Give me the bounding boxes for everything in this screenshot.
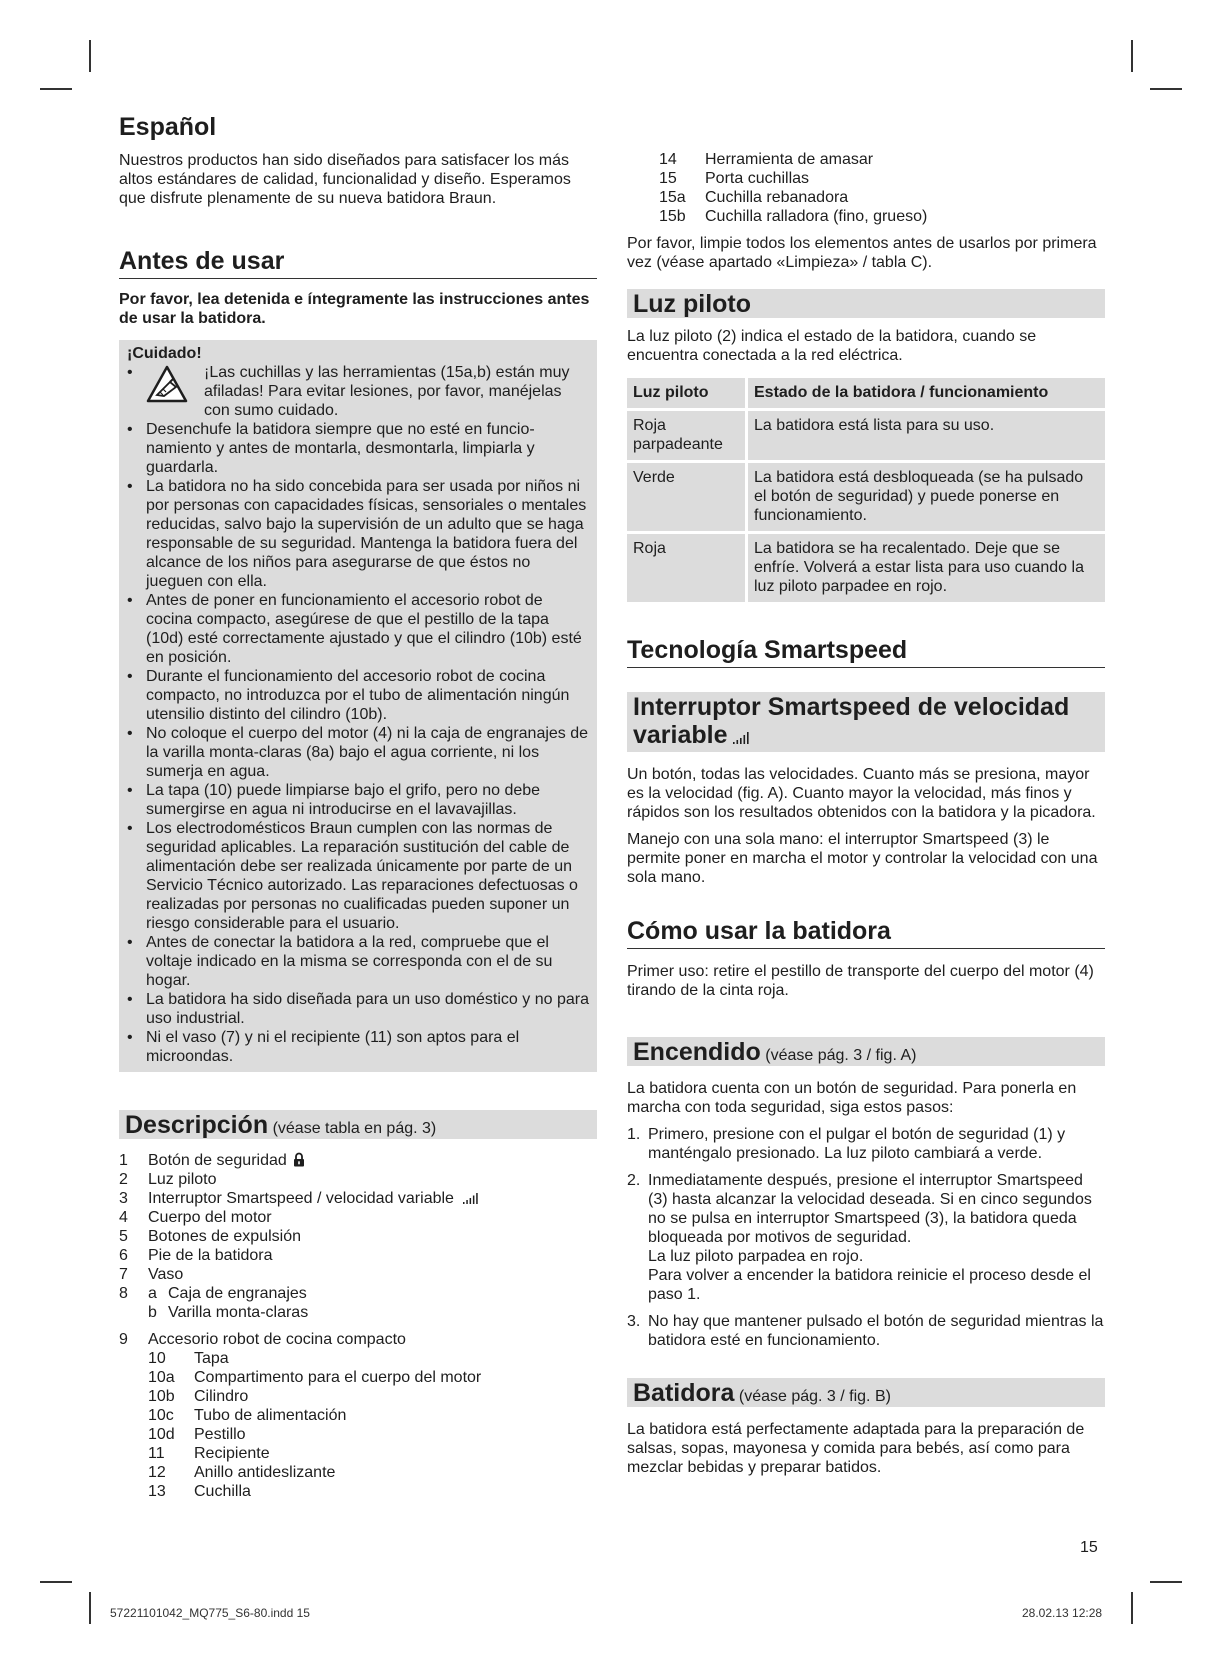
step-number: 2.	[627, 1172, 641, 1189]
speed-bars-icon	[732, 730, 752, 747]
sub-item-number: 15b	[659, 208, 686, 225]
caution-item	[127, 933, 589, 990]
list-item	[119, 1151, 597, 1170]
item-label-text: Cuerpo del motor	[148, 1209, 272, 1226]
caution-item	[127, 781, 589, 819]
section-title-encendido: Encendido	[633, 1038, 761, 1066]
section-title-smartspeed-switch: Interruptor Smartspeed de velocidad variable	[633, 693, 1070, 749]
item-number: 5	[119, 1228, 128, 1245]
sub-item	[119, 1425, 597, 1444]
item-label	[148, 1170, 217, 1189]
encendido-subtitle: (véase pág. 3 / fig. A)	[765, 1047, 917, 1064]
step-text: Primero, presione con el pulgar el botón de seguridad (1) y manténgalo presionado. La luz piloto cambiará a verde.	[648, 1126, 1066, 1162]
bullet: •	[127, 725, 133, 742]
cell-state: La batidora está desbloqueada (se ha pulsado el botón de seguridad) y puede ponerse en funcionamiento.	[748, 463, 1105, 531]
sub-item	[148, 1284, 307, 1303]
list-item	[119, 1284, 597, 1303]
caution-item-text: ¡Las cuchillas y las herramientas (15a,b) están muy afiladas! Para evitar lesiones, por favor, manéjelas con sumo cuidado.	[204, 364, 570, 419]
caution-item	[127, 1028, 589, 1066]
cleaning-note: Por favor, limpie todos los elementos antes de usarlos por primera vez (véase apartado «Limpieza» / tabla C).	[627, 235, 1097, 271]
item-label: Accesorio robot de cocina compacto	[148, 1331, 406, 1348]
description-sub-items-8	[119, 1303, 597, 1322]
caution-item	[127, 667, 589, 724]
list-item	[119, 1170, 597, 1189]
crop-mark	[89, 40, 91, 72]
page-number: 15	[1080, 1539, 1098, 1556]
pilot-light-table	[627, 375, 1105, 605]
step-number: 1.	[627, 1126, 641, 1143]
item-number: 2	[119, 1171, 128, 1188]
list-item	[119, 1189, 597, 1208]
table-row	[627, 411, 1105, 460]
sub-item-label: Tubo de alimentación	[194, 1407, 347, 1424]
footer-timestamp: 28.02.13 12:28	[1022, 1606, 1103, 1620]
sub-item-label: Tapa	[194, 1350, 229, 1367]
step-item	[627, 1312, 1105, 1350]
step-item	[627, 1171, 1105, 1304]
section-title-smartspeed: Tecnología Smartspeed	[627, 635, 1105, 668]
caution-item-text: Durante el funcionamiento del accesorio robot de cocina compacto, no introduzca por el tubo de alimentación ningún utensilio distinto del cilindro (10b).	[146, 668, 570, 723]
crop-mark	[40, 1581, 72, 1583]
crop-mark	[1131, 1592, 1133, 1624]
batidora-paragraph: La batidora está perfectamente adaptada para la preparación de salsas, sopas, mayonesa y comida para bebés, así como para mezclar bebidas y preparar batidos.	[627, 1421, 1085, 1476]
section-title-como-usar: Cómo usar la batidora	[627, 916, 1105, 949]
descripcion-header-band	[119, 1110, 597, 1139]
smartspeed-paragraph-2: Manejo con una sola mano: el interruptor Smartspeed (3) le permite poner en marcha el motor y controlar la velocidad con una sola mano.	[627, 831, 1098, 886]
sub-item-label: Cuchilla	[194, 1483, 251, 1500]
item-label-text: Botones de expulsión	[148, 1228, 301, 1245]
table-header-row	[627, 378, 1105, 408]
sub-item-label: Recipiente	[194, 1445, 270, 1462]
sub-item-letter: a	[148, 1285, 157, 1302]
item-number: 9	[119, 1331, 128, 1348]
sub-item-label: Cuchilla ralladora (fino, grueso)	[705, 208, 928, 225]
batidora-subtitle: (véase pág. 3 / fig. B)	[738, 1388, 891, 1405]
pilot-light-table-body	[627, 411, 1105, 602]
left-column	[119, 112, 597, 1501]
item-label	[148, 1189, 480, 1208]
sub-item	[119, 1387, 597, 1406]
item-number: 3	[119, 1190, 128, 1207]
caution-item-text: Los electrodomésticos Braun cumplen con las normas de seguridad aplicables. La reparación sustitución del cable de alimentación debe ser realizada únicamente por parte de un Servicio Técnico autorizado. Las reparaciones defectuosas o realizadas por personas no cualificadas pueden suponer un riesgo considerable para el usuario.	[146, 820, 578, 932]
section-title-espanol: Español	[119, 113, 217, 141]
sub-item-number: 10c	[148, 1407, 174, 1424]
sub-item-number: 15	[659, 170, 677, 187]
list-item	[119, 1330, 597, 1349]
caution-box	[119, 340, 597, 1072]
item-label	[148, 1265, 183, 1284]
caution-item-text: Ni el vaso (7) y ni el recipiente (11) son aptos para el microondas.	[146, 1029, 520, 1065]
crop-mark	[1150, 88, 1182, 90]
item-label	[148, 1246, 273, 1265]
sub-item-number: 10d	[148, 1426, 175, 1443]
sub-item-number: 10	[148, 1350, 166, 1367]
sub-item	[119, 1482, 597, 1501]
bullet: •	[127, 820, 133, 837]
section-title-descripcion: Descripción	[125, 1111, 269, 1139]
bullet: •	[127, 478, 133, 495]
crop-mark	[1131, 40, 1133, 72]
sub-item-label: Porta cuchillas	[705, 170, 810, 187]
bullet: •	[127, 991, 133, 1008]
sub-item-number: 15a	[659, 189, 686, 206]
cell-light-color: Roja	[627, 534, 748, 602]
cell-light-color: Roja parpadeante	[627, 411, 748, 460]
sub-item	[627, 169, 1105, 188]
item-number: 1	[119, 1152, 128, 1169]
descripcion-subtitle: (véase tabla en pág. 3)	[272, 1120, 437, 1137]
sub-item-label: Herramienta de amasar	[705, 151, 874, 168]
list-item	[119, 1265, 597, 1284]
list-item	[119, 1208, 597, 1227]
sub-item	[119, 1463, 597, 1482]
item-label-text: Luz piloto	[148, 1171, 217, 1188]
caution-item	[127, 477, 589, 591]
cell-light-color: Verde	[627, 463, 748, 531]
sub-item	[627, 207, 1105, 226]
description-main-items	[119, 1151, 597, 1303]
sub-item-label: Cuchilla rebanadora	[705, 189, 849, 206]
caution-item	[127, 724, 589, 781]
step-text: No hay que mantener pulsado el botón de seguridad mientras la batidora esté en funcionamiento.	[648, 1313, 1104, 1349]
bullet: •	[127, 592, 133, 609]
sub-item	[627, 188, 1105, 207]
bullet: •	[127, 421, 133, 438]
warning-row	[146, 363, 589, 420]
description-list	[119, 1151, 597, 1501]
item-label-text: Botón de seguridad	[148, 1152, 287, 1169]
list-item	[119, 1246, 597, 1265]
smartspeed-switch-header-band	[627, 692, 1105, 752]
caution-list	[127, 363, 589, 1066]
sub-item-label: Anillo antideslizante	[194, 1464, 336, 1481]
caution-item-text: No coloque el cuerpo del motor (4) ni la caja de engranajes de la varilla monta-claras (8a) bajo el agua corriente, ni los sumerja en agua.	[146, 725, 589, 780]
column-header-estado: Estado de la batidora / funcionamiento	[748, 378, 1105, 408]
caution-item	[127, 591, 589, 667]
encendido-steps	[627, 1125, 1105, 1350]
sub-item-number: 13	[148, 1483, 166, 1500]
column-header-luz: Luz piloto	[627, 378, 748, 408]
item-label-text: Vaso	[148, 1266, 184, 1283]
crop-mark	[40, 88, 72, 90]
sub-item	[119, 1406, 597, 1425]
sub-item-label: Compartimento para el cuerpo del motor	[194, 1369, 482, 1386]
section-title-batidora: Batidora	[633, 1379, 735, 1407]
bullet: •	[127, 364, 133, 381]
speed-bars-icon	[462, 1190, 480, 1207]
caution-item	[127, 819, 589, 933]
read-instructions-note: Por favor, lea detenida e íntegramente las instrucciones antes de usar la batidora.	[119, 291, 590, 327]
cell-state: La batidora se ha recalentado. Deje que se enfríe. Volverá a estar lista para uso cuando la luz piloto parpadee en rojo.	[748, 534, 1105, 602]
item-label-text: Pie de la batidora	[148, 1247, 273, 1264]
bullet: •	[127, 668, 133, 685]
caution-item-text: La batidora no ha sido concebida para ser usada por niños ni por personas con capacidades físicas, sensoriales o mentales reducidas, salvo bajo la supervisión de un adulto que se haga responsable de su seguridad. Mantenga la batidora fuera del alcance de los niños para asegurarse de que éstos no jueguen con ella.	[146, 478, 587, 590]
caution-item	[127, 363, 589, 420]
sub-item-letter: b	[148, 1304, 157, 1321]
cell-state: La batidora está lista para su uso.	[748, 411, 1105, 460]
description-continued	[627, 150, 1105, 226]
section-title-antes-de-usar: Antes de usar	[119, 246, 597, 279]
batidora-header-band	[627, 1378, 1105, 1407]
sub-item	[119, 1349, 597, 1368]
bullet: •	[127, 934, 133, 951]
bullet: •	[127, 1029, 133, 1046]
encendido-header-band	[627, 1037, 1105, 1066]
crop-mark	[89, 1592, 91, 1624]
caution-item-text: Antes de conectar la batidora a la red, compruebe que el voltaje indicado en la misma se corresponda con el de su hogar.	[146, 934, 553, 989]
caution-item-text: Desenchufe la batidora siempre que no esté en funcionamiento y antes de montarla, desmontarla, limpiarla y guardarla.	[146, 421, 535, 476]
step-item	[627, 1125, 1105, 1163]
encendido-intro: La batidora cuenta con un botón de seguridad. Para ponerla en marcha con toda seguridad, siga estos pasos:	[627, 1080, 1077, 1116]
sub-item	[119, 1444, 597, 1463]
bullet: •	[127, 782, 133, 799]
sub-item-number: 10a	[148, 1369, 175, 1386]
caution-item-text: La tapa (10) puede limpiarse bajo el grifo, pero no debe sumergirse en agua ni introducirse en el lavavajillas.	[146, 782, 541, 818]
luz-piloto-intro: La luz piloto (2) indica el estado de la batidora, cuando se encuentra conectada a la red eléctrica.	[627, 328, 1037, 364]
item-number: 6	[119, 1247, 128, 1264]
sub-item-label: Varilla monta-claras	[168, 1304, 309, 1321]
sub-item-number: 14	[659, 151, 677, 168]
sub-item	[119, 1303, 597, 1322]
item-number: 7	[119, 1266, 128, 1283]
item-number: 8	[119, 1285, 128, 1302]
item-number: 4	[119, 1209, 128, 1226]
item-label	[148, 1208, 272, 1227]
smartspeed-paragraph-1: Un botón, todas las velocidades. Cuanto más se presiona, mayor es la velocidad (fig. A). Cuanto mayor la velocidad, más finos y rápidos son los resultados obtenidos con la batidora y la picadora.	[627, 766, 1096, 821]
step-text: Inmediatamente después, presione el interruptor Smartspeed (3) hasta alcanzar la velocidad deseada. Si en cinco segundos no se pulsa en interruptor Smartspeed (3), la batidora queda bloqueada por motivos de seguridad. La luz piloto parpadea en rojo. Para volver a encender la batidora reinicie el proceso desde el paso 1.	[648, 1172, 1092, 1303]
como-usar-paragraph: Primer uso: retire el pestillo de transporte del cuerpo del motor (4) tirando de la cinta roja.	[627, 963, 1094, 999]
caution-title: ¡Cuidado!	[127, 345, 202, 362]
caution-item-text: Antes de poner en funcionamiento el accesorio robot de cocina compacto, asegúrese de que el pestillo de la tapa (10d) esté correctamente ajustado y que el cilindro (10b) esté en posición.	[146, 592, 582, 666]
step-number: 3.	[627, 1313, 641, 1330]
table-row	[627, 534, 1105, 602]
sub-item	[627, 150, 1105, 169]
right-column	[627, 150, 1105, 1477]
intro-paragraph: Nuestros productos han sido diseñados para satisfacer los más altos estándares de calidad, funcionalidad y diseño. Esperamos que disfrute plenamente de su nueva batidora Braun.	[119, 152, 571, 207]
sub-item	[119, 1368, 597, 1387]
sub-item-label: Caja de engranajes	[168, 1285, 307, 1302]
caution-item	[127, 990, 589, 1028]
luz-piloto-header-band	[627, 289, 1105, 318]
item-label-text: Interruptor Smartspeed / velocidad variable	[148, 1190, 454, 1207]
crop-mark	[1150, 1581, 1182, 1583]
sub-item-label: Cilindro	[194, 1388, 249, 1405]
lock-icon	[293, 1152, 305, 1169]
item-label	[148, 1151, 305, 1170]
sub-item-number: 12	[148, 1464, 166, 1481]
section-title-luz-piloto: Luz piloto	[633, 290, 752, 318]
item-label	[148, 1227, 301, 1246]
description-sub-items-9	[119, 1349, 597, 1501]
table-row	[627, 463, 1105, 531]
blade-warning-icon	[146, 363, 204, 420]
caution-item	[127, 420, 589, 477]
footer-file-info: 57221101042_MQ775_S6-80.indd 15	[110, 1606, 310, 1620]
sub-item-label: Pestillo	[194, 1426, 246, 1443]
sub-item-number: 11	[148, 1445, 165, 1462]
caution-item-text: La batidora ha sido diseñada para un uso doméstico y no para uso industrial.	[146, 991, 589, 1027]
list-item	[119, 1227, 597, 1246]
sub-item-number: 10b	[148, 1388, 175, 1405]
